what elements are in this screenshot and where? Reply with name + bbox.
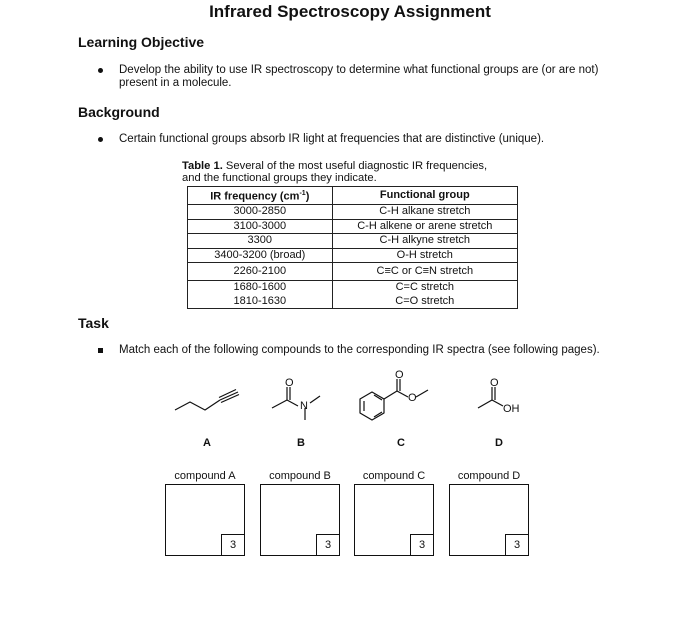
page-title: Infrared Spectroscopy Assignment [209, 2, 491, 21]
atom-o: O [285, 377, 294, 389]
atom-oh: OH [503, 403, 520, 415]
bullet-dot [98, 137, 103, 142]
atom-o: O [490, 377, 499, 389]
answer-label-c: compound C [362, 470, 426, 482]
bullet-square [98, 348, 103, 353]
table-cell-frequency: 3100-3000 [188, 219, 333, 234]
answer-box-number: 3 [221, 534, 245, 556]
answer-box-c[interactable] [354, 484, 434, 556]
answer-box-number: 3 [410, 534, 434, 556]
structure-c-methyl-benzoate [360, 379, 428, 420]
table-caption [182, 160, 542, 184]
structure-b-dimethylacetamide [272, 387, 320, 420]
background-heading: Background [78, 104, 160, 120]
ir-frequency-table [187, 186, 518, 309]
answer-label-d: compound D [457, 470, 521, 482]
learning-objective-line2: present in a molecule. [119, 77, 232, 89]
task-text: Match each of the following compounds to the corresponding IR spectra (see following pages). [119, 344, 600, 356]
table-row [188, 281, 518, 295]
table-row [188, 248, 518, 263]
answer-box-number: 3 [505, 534, 529, 556]
atom-n: N [300, 400, 308, 412]
answer-label-a: compound A [174, 470, 236, 482]
structure-d-acetic-acid [478, 387, 503, 408]
table-cell-frequency: 3300 [188, 234, 333, 249]
table-cell-group: C-H alkene or arene stretch [332, 219, 517, 234]
learning-objective-line1: Develop the ability to use IR spectroscopy to determine what functional groups are (or are not) [119, 64, 599, 76]
table-cell-frequency: 1680-1600 [188, 281, 333, 295]
table-cell-frequency: 2260-2100 [188, 263, 333, 281]
table-cell-group: C≡C or C≡N stretch [332, 263, 517, 281]
answer-label-b: compound B [269, 470, 331, 482]
answer-box-a[interactable] [165, 484, 245, 556]
atom-o: O [408, 392, 417, 404]
header-ir-frequency: IR frequency $(cm^{-1})$ [188, 187, 333, 205]
table-cell-group: C-H alkane stretch [332, 205, 517, 220]
table-cell-frequency: 3000-2850 [188, 205, 333, 220]
table-caption-label: Table 1. [182, 160, 223, 172]
answer-box-number: 3 [316, 534, 340, 556]
compound-label-b: B [297, 437, 305, 449]
table-cell-group: C=O stretch [332, 295, 517, 309]
table-caption-line2: and the functional groups they indicate. [182, 172, 377, 184]
table-cell-group: O-H stretch [332, 248, 517, 263]
compound-label-d: D [495, 437, 503, 449]
atom-o: O [395, 370, 404, 381]
header-functional-group: Functional group [332, 187, 517, 205]
table-caption-text: Several of the most useful diagnostic IR frequencies, [222, 160, 488, 172]
table-header-row [188, 187, 518, 205]
answer-box-d[interactable] [449, 484, 529, 556]
table-row [188, 205, 518, 220]
compound-label-c: C [397, 437, 405, 449]
structure-a-pentyne [175, 390, 239, 411]
table-cell-frequency: 1810-1630 [188, 295, 333, 309]
compound-structures [150, 370, 570, 430]
table-row [188, 263, 518, 281]
learning-objective-heading: Learning Objective [78, 34, 205, 50]
table-row [188, 219, 518, 234]
learning-objective-text [119, 64, 639, 90]
table-cell-group: C=C stretch [332, 281, 517, 295]
table-cell-group: C-H alkyne stretch [332, 234, 517, 249]
table-row [188, 234, 518, 249]
task-heading: Task [78, 315, 109, 331]
compound-label-a: A [203, 437, 211, 449]
answer-box-b[interactable] [260, 484, 340, 556]
table-row [188, 295, 518, 309]
background-text: Certain functional groups absorb IR light at frequencies that are distinctive (unique). [119, 133, 545, 145]
table-cell-frequency: 3400-3200 (broad) [188, 248, 333, 263]
bullet-dot [98, 68, 103, 73]
